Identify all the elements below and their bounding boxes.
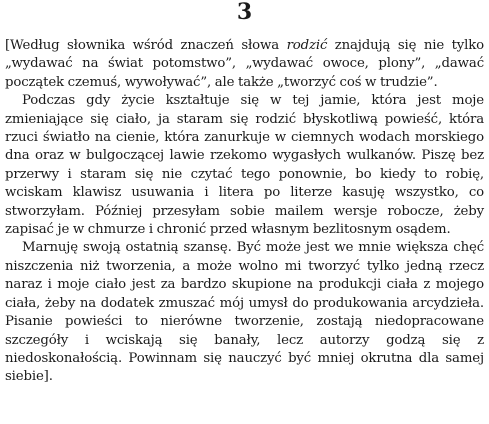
paragraph-3 xyxy=(5,239,484,386)
paragraph-2 xyxy=(5,92,484,239)
chapter-text xyxy=(5,37,484,387)
paragraph-1-segment-3: znajdują się nie tylko „wydawać na świat potomstwo”, „wydawać owoce, plony”, „dawać początek czemuś, wywoływać”, ale także „tworzyć coś w trudzie”. xyxy=(5,38,485,90)
chapter-number: 3 xyxy=(236,0,253,25)
paragraph-1-segment-1: [Według słownika wśród znaczeń słowa xyxy=(5,38,287,53)
italic-word-rodzic: rodzić xyxy=(286,38,328,53)
paragraph-2-text: Podczas gdy życie kształtuje się w tej jamie, która jest moje zmieniające się ciało, ja staram się rodzić błyskotliwą powieść, która rzuci światło na cienie, która zanurkuje w ciemnych wodach morskiego dna oraz w bulgoczącej lawie rzekomo wygasłych wulkanów. Piszę bez przerwy i staram się nie czytać tego ponownie, bo kiedy to robię, wciskam klawisz usuwania i litera po literze kasuję wszystko, co stworzyłam. Później przesyłam sobie mailem wersje robocze, żeby zapisać je w chmurze i chronić przed własnym bezlitosnym osądem. xyxy=(5,93,484,238)
paragraph-3-text: Marnuję swoją ostatnią szansę. Być może jest we mnie większa chęć niszczenia niż tworzenia, a może wolno mi tworzyć tylko jedną rzecz naraz i moje ciało jest za bardzo skupione na produkcji ciała z mojego ciała, żeby na dodatek zmuszać mój umysł do produkowania arcydzieła. Pisanie powieści to nierówne tworzenie, zostają niedopracowane szczegóły i wciskają się banały, lecz autorzy godzą się z niedoskonałością. Powinnam się nauczyć być mniej okrutna dla samej siebie]. xyxy=(5,240,484,385)
paragraph-1 xyxy=(5,37,484,92)
